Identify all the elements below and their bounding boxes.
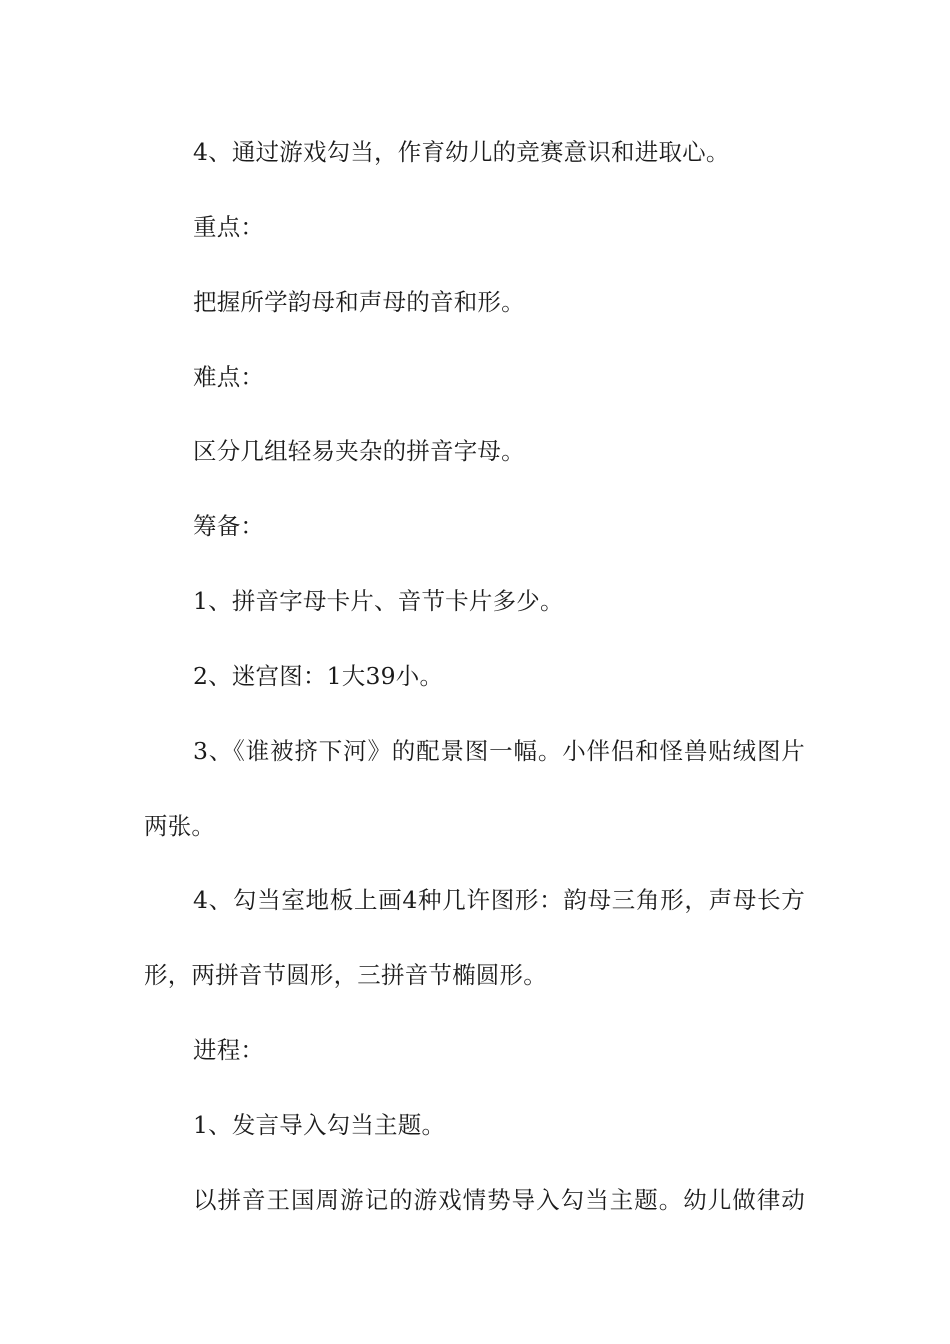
- list-item-preparation-1: 1、拼音字母卡片、音节卡片多少。: [193, 587, 564, 615]
- paragraph-difficulties: 区分几组轻易夹杂的拼音字母。: [193, 437, 525, 465]
- heading-key-points: 重点：: [193, 213, 265, 241]
- heading-process: 进程：: [193, 1036, 265, 1064]
- list-item-preparation-3-line-1: 3、《谁被挤下河》的配景图一幅。小伴侣和怪兽贴绒图片: [193, 737, 805, 765]
- list-item-preparation-3-line-2: 两张。: [144, 812, 216, 840]
- list-item-preparation-4-line-2: 形，两拼音节圆形，三拼音节椭圆形。: [144, 961, 547, 989]
- heading-preparation: 筹备：: [193, 512, 265, 540]
- list-item-preparation-2: 2、迷宫图：1大39小。: [193, 662, 444, 690]
- paragraph-goal-4: 4、通过游戏勾当，作育幼儿的竞赛意识和进取心。: [193, 138, 730, 166]
- paragraph-process-intro: 以拼音王国周游记的游戏情势导入勾当主题。幼儿做律动: [193, 1186, 805, 1214]
- paragraph-key-points: 把握所学韵母和声母的音和形。: [193, 288, 525, 316]
- heading-difficulties: 难点：: [193, 363, 265, 391]
- list-item-preparation-4-line-1: 4、勾当室地板上画4种几许图形：韵母三角形，声母长方: [193, 886, 805, 914]
- list-item-process-1: 1、发言导入勾当主题。: [193, 1111, 446, 1139]
